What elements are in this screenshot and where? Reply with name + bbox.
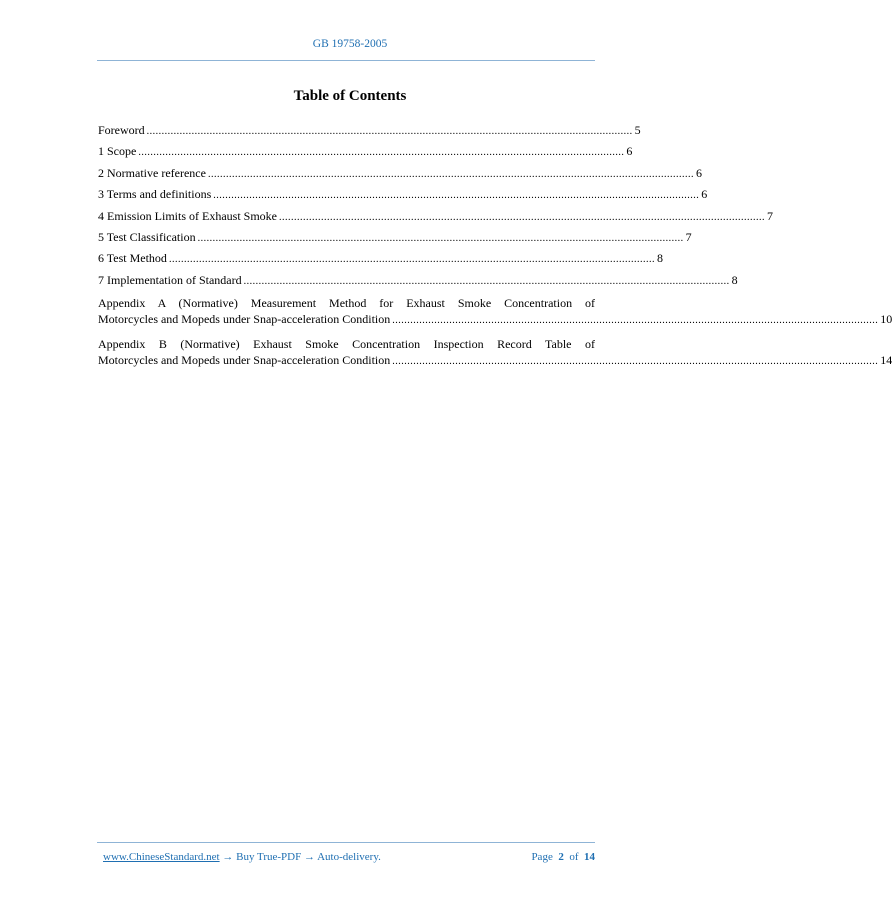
toc-entry-label-line2: Motorcycles and Mopeds under Snap-acceleration Condition <box>98 353 391 368</box>
footer-of-word: of <box>569 851 579 863</box>
footer-divider <box>97 842 595 843</box>
toc-leader-dots: .................................................................................................................................................................. <box>213 190 700 202</box>
toc-entry-emission-limits[interactable] <box>98 208 773 230</box>
toc-entry-page: 6 <box>695 165 702 180</box>
toc-entry-label-line1: Appendix B (Normative) Exhaust Smoke Concentration Inspection Record Table of <box>98 337 595 352</box>
toc-entry-label-line1: Appendix A (Normative) Measurement Method for Exhaust Smoke Concentration of <box>98 296 595 311</box>
toc-entry-label: 4 Emission Limits of Exhaust Smoke <box>98 208 277 223</box>
footer-website-link[interactable]: www.ChineseStandard.net <box>103 851 220 863</box>
toc-leader-dots: .................................................................................................................................................................. <box>243 275 730 287</box>
toc-leader-dots: .................................................................................................................................................................. <box>207 168 694 180</box>
toc-entry-label: 5 Test Classification <box>98 229 196 244</box>
footer-page-number <box>531 851 595 863</box>
toc-entry-label: 6 Test Method <box>98 251 167 266</box>
toc-entry-page: 6 <box>626 144 633 159</box>
toc-entry-appendix-b[interactable] <box>98 336 892 370</box>
footer-page-word: Page <box>531 851 553 863</box>
toc-entry-label: 7 Implementation of Standard <box>98 272 242 287</box>
toc-leader-dots: .................................................................................................................................................................. <box>138 147 625 159</box>
toc-leader-dots: .................................................................................................................................................................. <box>392 315 879 327</box>
toc-entry-scope[interactable] <box>98 144 633 165</box>
toc-entry-label-line2: Motorcycles and Mopeds under Snap-acceleration Condition <box>98 312 391 327</box>
toc-leader-dots: .................................................................................................................................................................. <box>279 211 765 223</box>
toc-entry-page: 5 <box>634 123 641 137</box>
toc-entry-page: 7 <box>685 229 692 244</box>
toc-entry-label: Foreword <box>98 123 145 137</box>
toc-entry-test-method[interactable] <box>98 251 663 272</box>
header-divider <box>97 60 595 61</box>
toc-entry-test-classification[interactable] <box>98 229 692 251</box>
toc-entry-label: 3 Terms and definitions <box>98 187 212 202</box>
header-title: GB 19758-2005 <box>312 38 388 50</box>
toc-entry-appendix-a[interactable] <box>98 295 892 329</box>
toc-entry-page: 10 <box>880 312 892 327</box>
table-of-contents <box>98 123 892 377</box>
toc-leader-dots: .................................................................................................................................................................. <box>146 126 633 137</box>
toc-entry-terms-definitions[interactable] <box>98 187 708 208</box>
toc-entry-page: 7 <box>767 208 773 223</box>
toc-leader-dots: .................................................................................................................................................................. <box>197 232 684 244</box>
footer-promo <box>103 851 381 863</box>
toc-entry-page: 8 <box>656 251 663 266</box>
toc-leader-dots: .................................................................................................................................................................. <box>392 356 879 368</box>
toc-entry-implementation[interactable] <box>98 272 738 294</box>
toc-entry-label: 2 Normative reference <box>98 165 206 180</box>
toc-entry-label: 1 Scope <box>98 144 137 159</box>
toc-entry-foreword[interactable] <box>98 123 641 144</box>
toc-entry-page: 8 <box>731 272 738 287</box>
toc-entry-normative-reference[interactable] <box>98 165 702 187</box>
footer-page-current: 2 <box>558 851 564 863</box>
footer <box>103 851 595 863</box>
footer-promo-text: → Buy True-PDF → Auto-delivery. <box>219 851 381 863</box>
footer-page-total: 14 <box>584 851 595 863</box>
toc-leader-dots: .................................................................................................................................................................. <box>168 254 655 266</box>
toc-entry-page: 14 <box>880 353 892 368</box>
toc-title: Table of Contents <box>293 88 407 104</box>
toc-entry-page: 6 <box>701 187 708 202</box>
